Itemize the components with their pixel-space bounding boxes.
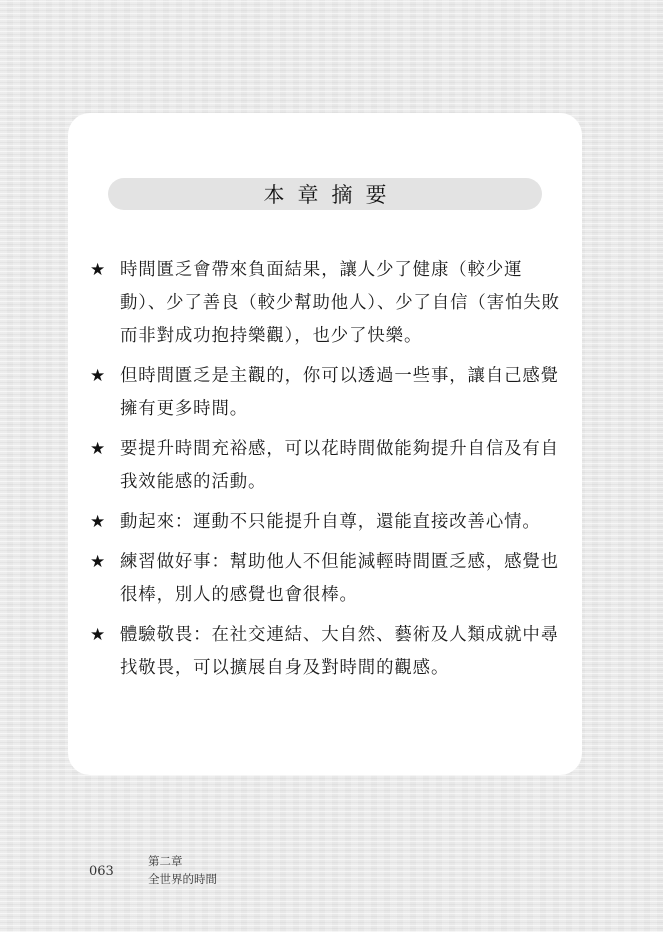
summary-item [90,360,566,426]
star-icon: ★ [90,552,107,572]
summary-list [90,254,566,692]
page-number: 063 [89,864,114,879]
summary-item [90,506,566,539]
summary-title-bar [108,178,542,210]
summary-item [90,619,566,685]
summary-item-text: 但時間匱乏是主觀的，你可以透過一些事，讓自己感覺擁有更多時間。 [120,366,559,419]
summary-item-text: 時間匱乏會帶來負面結果，讓人少了健康（較少運動）、少了善良（較少幫助他人）、少了自信（害怕失敗而非對成功抱持樂觀），也少了快樂。 [120,260,560,346]
running-header [148,852,217,888]
summary-item-text: 體驗敬畏：在社交連結、大自然、藝術及人類成就中尋找敬畏，可以擴展自身及對時間的觀感。 [120,625,559,678]
summary-item-text: 練習做好事：幫助他人不但能減輕時間匱乏感，感覺也很棒，別人的感覺也會很棒。 [120,552,559,605]
star-icon: ★ [90,439,107,459]
star-icon: ★ [90,512,107,532]
summary-item [90,433,566,499]
summary-card [68,113,582,775]
summary-item-text: 動起來：運動不只能提升自尊，還能直接改善心情。 [120,512,541,532]
chapter-label: 第二章 [148,854,183,868]
summary-title: 本章摘要 [263,183,400,207]
star-icon: ★ [90,260,107,280]
chapter-title: 全世界的時間 [148,872,217,886]
star-icon: ★ [90,625,107,645]
star-icon: ★ [90,366,107,386]
summary-item-text: 要提升時間充裕感，可以花時間做能夠提升自信及有自我效能感的活動。 [120,439,559,492]
summary-item [90,254,566,353]
summary-item [90,546,566,612]
